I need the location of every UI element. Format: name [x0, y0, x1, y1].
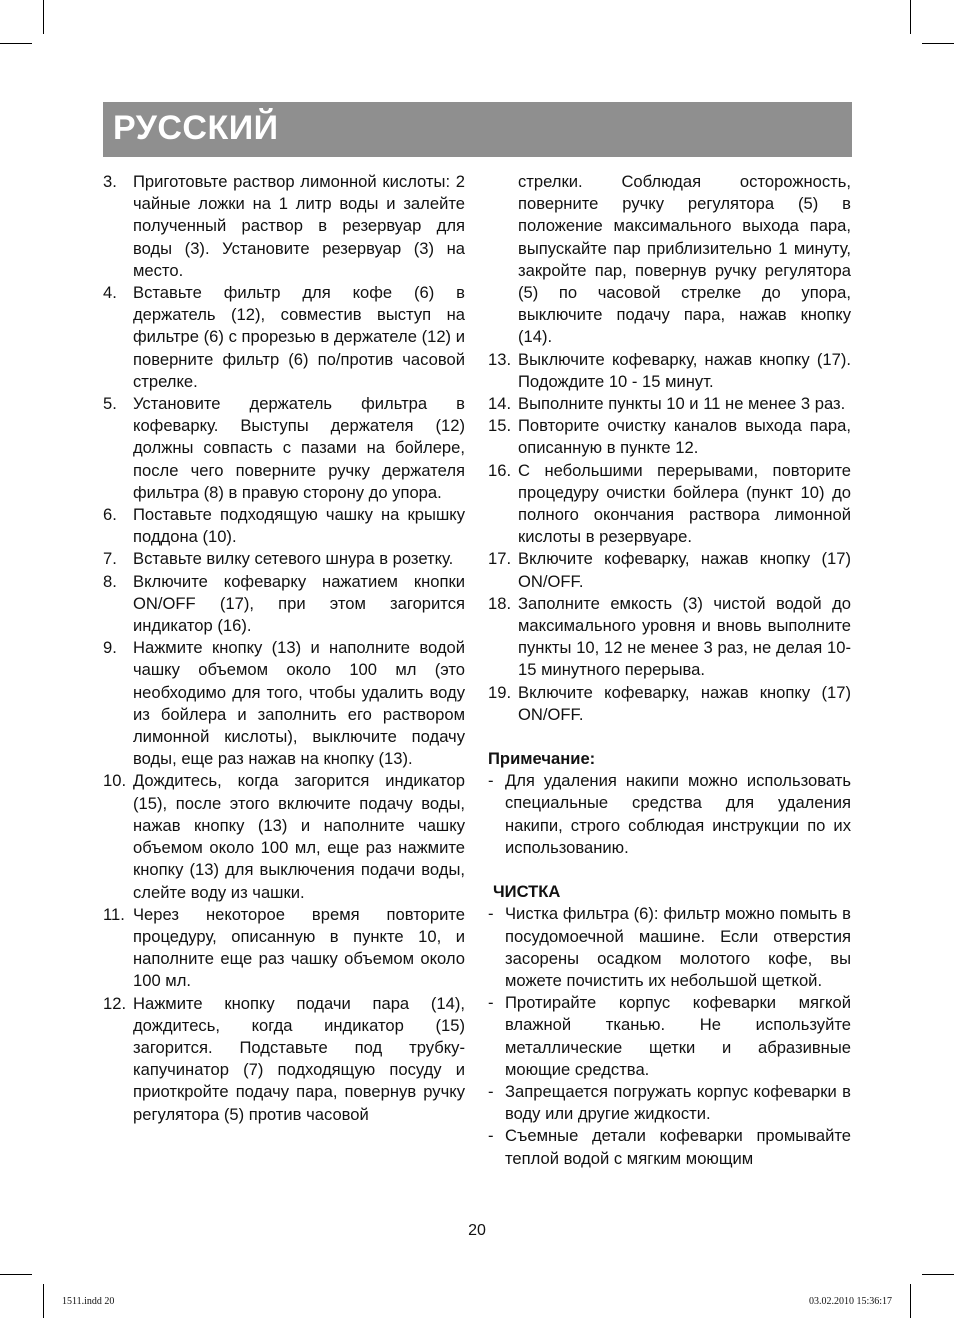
- step-number: 7.: [103, 549, 117, 569]
- step-number: 12.: [103, 993, 127, 1013]
- step-12: [103, 993, 465, 1126]
- step-7: [103, 548, 465, 570]
- step-number: 9.: [103, 638, 117, 658]
- step-13: [488, 349, 851, 393]
- step-text: Поставьте подходящую чашку на крышку поддона (10).: [133, 505, 465, 547]
- cleaning-text: Чистка фильтра (6): фильтр можно помыть в посудомоечной машине. Если отверстия засорены осадком молотого кофе, вы можете почистить их небольшой щеткой.: [505, 904, 851, 990]
- step-11: [103, 904, 465, 993]
- step-text: Приготовьте раствор лимонной кислоты: 2 чайные ложки на 1 литр воды и залейте полученный раствор в резервуар для воды (3). Установите резервуар (3) на место.: [133, 172, 465, 280]
- note-item: [488, 770, 851, 859]
- step-text: Через некоторое время повторите процедуру, описанную в пункте 10, и наполните еще раз чашку объемом около 100 мл.: [133, 904, 465, 991]
- step-14: [488, 393, 851, 415]
- step-text: Дождитесь, когда загорится индикатор (15), после этого включите подачу воды, нажав кнопку (13) и наполните чашку объемом около 100 мл, еще раз нажмите кнопку (13) для выключения подачи воды, слейте воду из чашки.: [133, 771, 465, 902]
- step-text: Выключите кофеварку, нажав кнопку (17). Подождите 10 - 15 минут.: [518, 349, 851, 391]
- step-number: 8.: [103, 571, 117, 591]
- title-band: [103, 102, 852, 157]
- crop-mark: [922, 43, 954, 44]
- crop-mark: [43, 1284, 44, 1318]
- crop-mark: [910, 0, 911, 34]
- cleaning-text: Запрещается погружать корпус кофеварки в воду или другие жидкости.: [505, 1081, 851, 1124]
- cleaning-item: [488, 903, 851, 992]
- note-text: Для удаления накипи можно использовать специальные средства для удаления накипи, строго соблюдая инструкции по их использованию.: [505, 771, 851, 857]
- step-text: Включите кофеварку, нажав кнопку (17) ON/OFF.: [518, 682, 851, 724]
- left-column: [103, 171, 465, 1126]
- step-16: [488, 460, 851, 549]
- cleaning-text: Съемные детали кофеварки промывайте теплой водой с мягким моющим: [505, 1126, 851, 1168]
- step-text: Вставьте вилку сетевого шнура в розетку.: [133, 549, 454, 569]
- print-slug-date: 03.02.2010 15:36:17: [808, 1296, 892, 1307]
- cleaning-text: Протирайте корпус кофеварки мягкой влажной тканью. Не используйте металлические щетки и абразивные моющие средства.: [505, 993, 851, 1079]
- step-6: [103, 504, 465, 548]
- step-5: [103, 393, 465, 504]
- page-title: РУССКИЙ: [113, 109, 279, 147]
- step-17: [488, 548, 851, 592]
- cleaning-item: [488, 1081, 851, 1125]
- crop-mark: [910, 1284, 911, 1318]
- step-15: [488, 415, 851, 459]
- cleaning-heading: ЧИСТКА: [493, 882, 561, 902]
- cleaning-item: [488, 992, 851, 1081]
- step-number: 13.: [488, 349, 512, 369]
- step-text: Нажмите кнопку подачи пара (14), дождитесь, когда индикатор (15) загорится. Подставьте под трубку-капучинатор (7) подходящую посуду и приоткройте подачу пара, повернув ручку регулятора (5) против часовой: [133, 993, 465, 1124]
- step-4: [103, 282, 465, 393]
- step-number: 18.: [488, 593, 512, 613]
- cleaning-item: [488, 1125, 851, 1169]
- step-9: [103, 637, 465, 770]
- bullet-dash: -: [488, 771, 494, 791]
- crop-mark: [0, 43, 32, 44]
- step-number: 17.: [488, 549, 512, 569]
- crop-mark: [43, 0, 44, 34]
- bullet-dash: -: [488, 993, 494, 1013]
- bullet-dash: -: [488, 1081, 494, 1101]
- step-8: [103, 571, 465, 638]
- step-number: 14.: [488, 394, 512, 414]
- step-10: [103, 770, 465, 903]
- step-number: 15.: [488, 416, 512, 436]
- step-12-continuation: стрелки. Соблюдая осторожность, поверните ручку регулятора (5) в положение максимального выхода пара, выпускайте пар приблизительно 1 минуту, закройте пар, повернув ручку регулятора (5) по часовой стрелке до упора, выключите подачу пара, нажав кнопку (14).: [518, 172, 851, 347]
- step-number: 16.: [488, 460, 512, 480]
- right-column: [488, 171, 851, 1170]
- step-text: С небольшими перерывами, повторите процедуру очистки бойлера (пункт 10) до полного окончания раствора лимонной кислоты в резервуаре.: [518, 460, 851, 547]
- step-number: 5.: [103, 394, 117, 414]
- step-number: 19.: [488, 682, 512, 702]
- note-heading: Примечание:: [488, 749, 596, 769]
- step-18: [488, 593, 851, 682]
- page-number: 20: [468, 1222, 486, 1239]
- step-text: Повторите очистку каналов выхода пара, описанную в пункте 12.: [518, 416, 851, 458]
- step-text: Нажмите кнопку (13) и наполните водой чашку объемом около 100 мл (это необходимо для того, чтобы удалить воду из бойлера и заполнить его раствором лимонной кислоты), выключите подачу воды, еще раз нажав на кнопку (13).: [133, 638, 465, 769]
- step-text: Вставьте фильтр для кофе (6) в держатель (12), совместив выступ на фильтре (6) с прорезью в держателе (12) и поверните фильтр (6) по/против часовой стрелке.: [133, 283, 465, 391]
- step-text: Выполните пункты 10 и 11 не менее 3 раз.: [518, 394, 846, 414]
- crop-mark: [0, 1274, 32, 1275]
- step-number: 11.: [103, 904, 125, 924]
- step-number: 6.: [103, 505, 117, 525]
- step-text: Заполните емкость (3) чистой водой до максимального уровня и вновь выполните пункты 10, 12 не менее 3 раз, не делая 10-15 минутного перерыва.: [518, 593, 851, 680]
- bullet-dash: -: [488, 904, 494, 924]
- step-3: [103, 171, 465, 282]
- step-text: Включите кофеварку, нажав кнопку (17) ON/OFF.: [518, 549, 851, 591]
- step-text: Установите держатель фильтра в кофеварку. Выступы держателя (12) должны совпасть с пазами на бойлере, после чего поверните ручку держателя фильтра (8) в правую сторону до упора.: [133, 394, 465, 502]
- step-19: [488, 682, 851, 726]
- step-number: 10.: [103, 771, 127, 791]
- step-number: 3.: [103, 172, 117, 191]
- step-text: Включите кофеварку нажатием кнопки ON/OFF (17), при этом загорится индикатор (16).: [133, 571, 465, 636]
- print-slug-file: 1511.indd 20: [62, 1296, 115, 1307]
- bullet-dash: -: [488, 1126, 494, 1146]
- step-number: 4.: [103, 283, 117, 303]
- crop-mark: [922, 1274, 954, 1275]
